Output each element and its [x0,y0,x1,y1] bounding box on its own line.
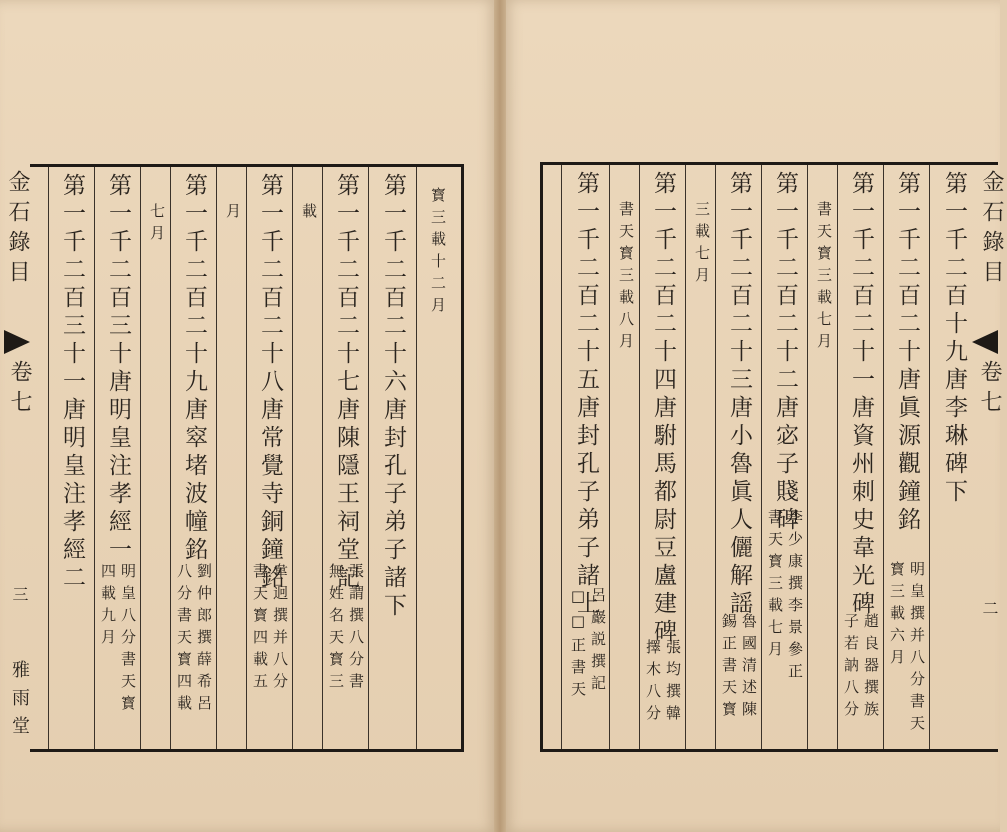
right-column-7-note-1: 張均撰韓 [664,639,682,727]
right-column-1-note-1: 明皇撰并八分書天 [908,561,926,737]
left-column-9 [48,167,95,749]
left-column-3 [292,167,323,749]
left-column-4-main: 第一千二百二十八唐常覺寺銅鐘銘 [257,173,283,593]
left-column-4-note-1: 韋迥撰并八分 [271,563,289,695]
right-column-9-main: 第一千二百二十五唐封孔子弟子諸上 [573,171,599,619]
left-column-1 [368,167,417,749]
left-column-8-note-2: 四載九月 [99,563,117,651]
right-column-8 [609,165,640,749]
right-column-4 [761,165,808,749]
left-column-5 [216,167,247,749]
left-column-1-main: 第一千二百二十六唐封孔子弟子諸下 [380,173,406,621]
left-column-7 [140,167,171,749]
left-margin-volume: 卷七 [7,360,32,420]
left-column-7-note: 七月 [148,203,166,247]
left-fishtail-mark [4,330,30,354]
right-column-4-main: 第一千二百二十二唐宓子賤碑 [772,171,798,535]
left-column-2-note-2: 無姓名天寳三 [327,563,345,695]
left-column-2-main: 第一千二百二十七唐陳隱王祠堂記 [333,173,359,593]
right-column-4-note-2: 書天寳三載七月 [766,509,784,663]
right-column-1-main: 第一千二百二十唐眞源觀鐘銘 [894,171,920,535]
right-column-6 [685,165,716,749]
left-column-6 [170,167,217,749]
right-fishtail-mark [972,330,998,354]
right-column-2 [837,165,884,749]
right-column-1-note-2: 寳三載六月 [888,561,906,671]
right-margin-page: 二 [980,600,999,624]
right-column-0 [929,165,978,749]
right-column-5-main: 第一千二百二十三唐小魯眞人儷解謡 [726,171,752,619]
right-column-5-note-1: 魯國清述陳 [740,613,758,723]
right-text-frame [540,162,998,752]
right-column-0-main: 第一千二百十九唐李琳碑下 [941,171,967,507]
left-column-4 [246,167,293,749]
left-column-6-note-2: 八分書天寳四載 [175,563,193,717]
left-column-6-note-1: 劉仲郎撰薛希呂 [195,563,213,717]
left-column-2-note-1: 張謂撰八分書 [347,563,365,695]
right-margin-volume: 卷七 [977,360,1002,420]
right-column-2-note-1: 趙良器撰族 [862,613,880,723]
left-text-frame [30,164,464,752]
left-column-6-main: 第一千二百二十九唐窣堵波幢銘 [181,173,207,565]
right-column-7-note-2: 擇木八分 [644,639,662,727]
left-column-0-note: 寳三載十二月 [429,187,447,319]
right-column-9-note-1: 呂巖説撰記 [589,587,607,697]
right-column-2-note-2: 子若訥八分 [842,613,860,723]
right-margin-title: 金石錄目 [979,170,1004,290]
left-column-0 [416,167,459,749]
right-column-8-note: 書天寳三載八月 [617,201,635,355]
left-column-8 [94,167,141,749]
right-column-9 [561,165,610,749]
left-column-8-note-1: 明皇八分書天寳 [119,563,137,717]
right-column-5 [715,165,762,749]
right-column-4-note-1: 李少康撰李景參正 [786,509,804,685]
left-margin-title: 金石錄目 [5,170,30,290]
right-column-3 [807,165,838,749]
left-column-2 [322,167,369,749]
left-column-5-note: 月 [224,203,242,225]
left-column-9-main: 第一千二百三十一唐明皇注孝經二 [59,173,85,593]
right-column-9-note-2: □□正書天 [569,587,587,703]
right-column-3-note: 書天寳三載七月 [815,201,833,355]
left-margin-page: 三 [10,586,29,610]
left-column-8-main: 第一千二百三十唐明皇注孝經一 [105,173,131,565]
right-column-7 [639,165,686,749]
left-column-3-note: 載 [300,203,318,225]
right-column-1 [883,165,930,749]
left-column-4-note-2: 書天寳四載五 [251,563,269,695]
book-gutter [494,0,506,832]
right-column-2-main: 第一千二百二十一唐資州刺史韋光碑 [848,171,874,619]
right-column-6-note: 三載七月 [693,201,711,289]
right-column-7-main: 第一千二百二十四唐駙馬都尉豆盧建碑 [650,171,676,647]
right-column-5-note-2: 錫正書天寳 [720,613,738,723]
left-margin-studio: 雅雨堂 [9,660,30,744]
